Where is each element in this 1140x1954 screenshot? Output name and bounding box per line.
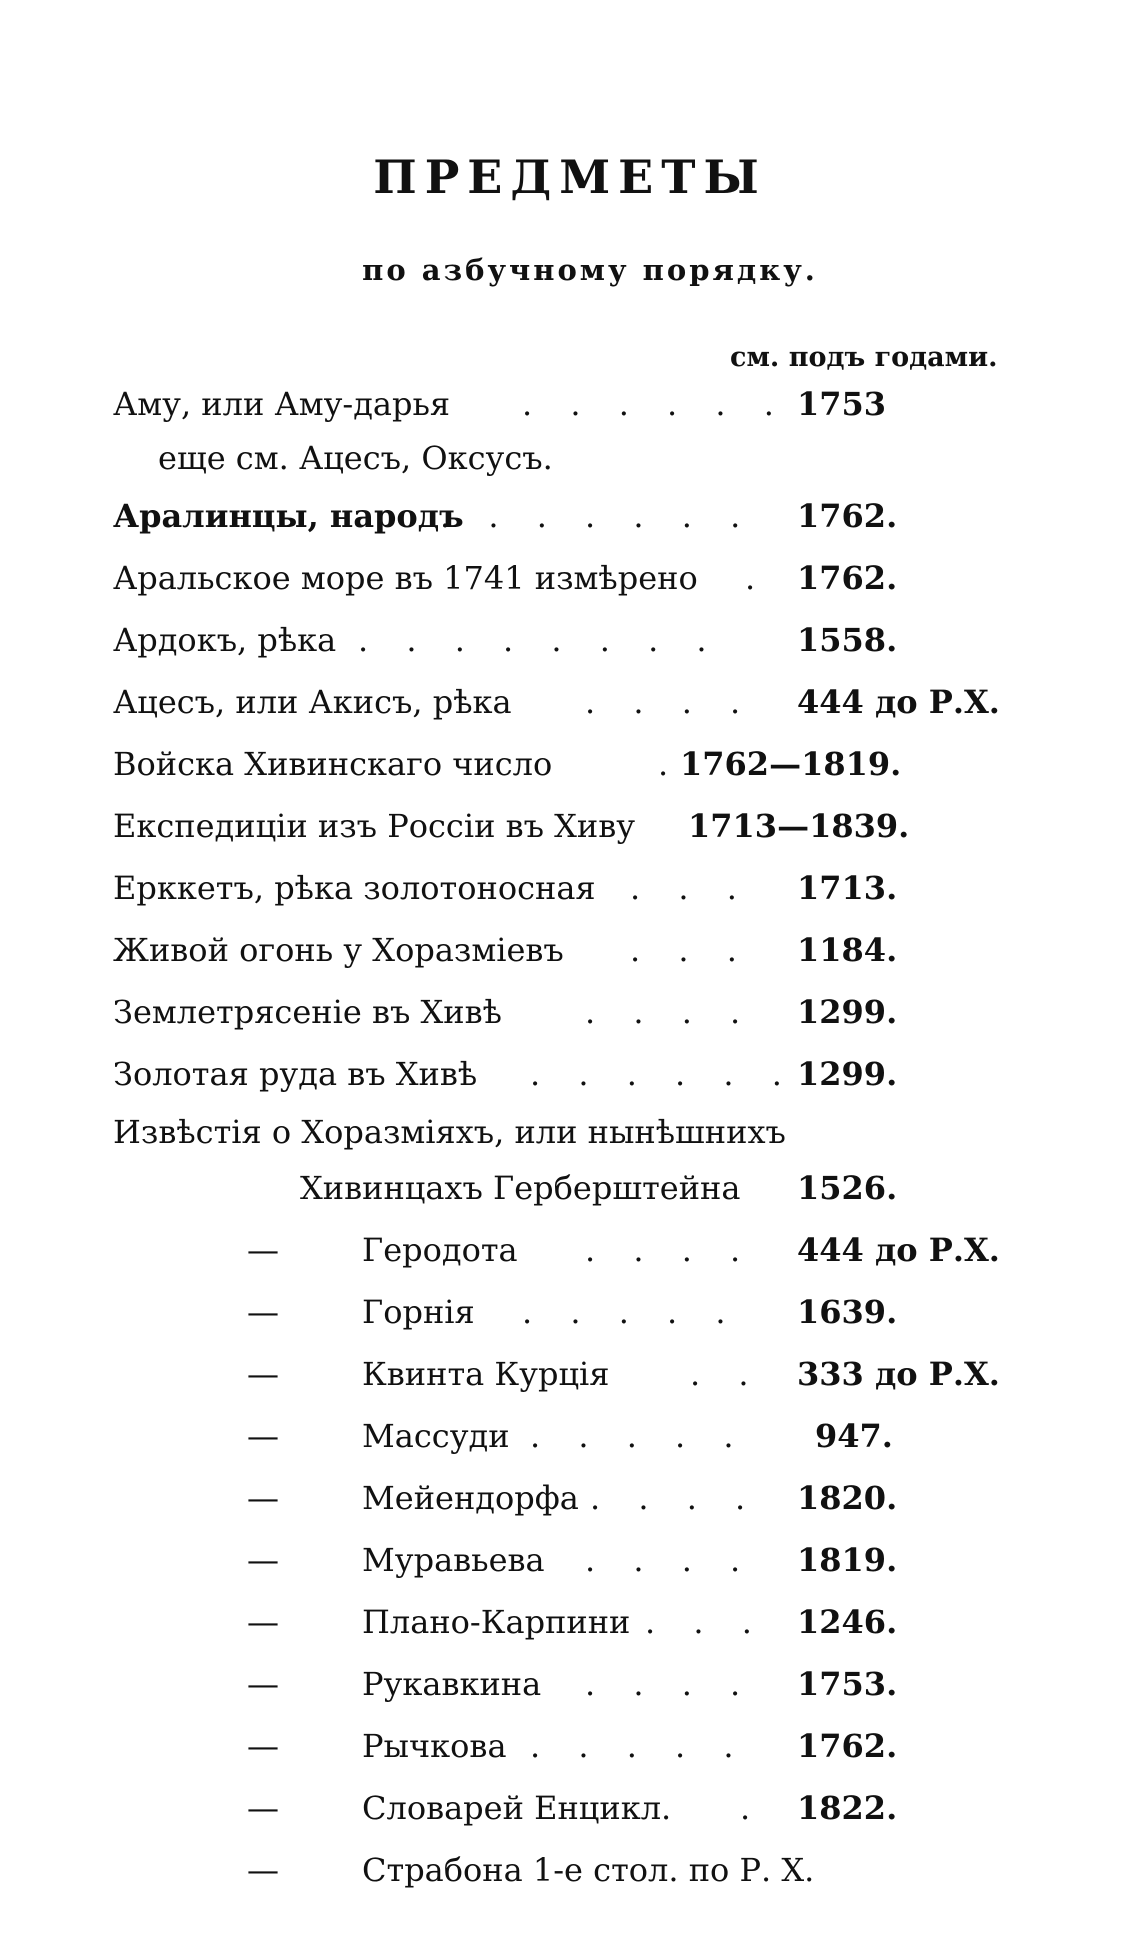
index-sub-entry <box>0 1598 1140 1646</box>
entry-leader: . <box>745 559 770 597</box>
sub-entry-leader: . . . . <box>590 1479 760 1517</box>
dash-mark: — <box>247 1231 279 1269</box>
entry-label: Експедиціи изъ Россіи въ Хиву <box>113 807 636 845</box>
index-entry <box>0 554 1140 602</box>
column-header: см. подъ годами. <box>730 342 998 373</box>
entry-year: 444 до Р.Х. <box>797 683 1000 721</box>
dash-mark: — <box>247 1541 279 1579</box>
entry-year: 1558. <box>797 621 898 659</box>
sub-entry-name: Массуди <box>362 1417 510 1455</box>
sub-entry-leader: . . . . . <box>530 1727 748 1765</box>
entry-label: Аралинцы, народъ <box>113 497 464 535</box>
entry-leader: . <box>658 745 683 783</box>
dash-mark: — <box>247 1355 279 1393</box>
sub-entry-name: Страбона 1-е стол. по Р. Х. <box>362 1851 815 1889</box>
entry-year: 1713—1839. <box>688 807 910 845</box>
entry-leader: . . . . . . <box>522 385 788 423</box>
index-sub-entry <box>0 1412 1140 1460</box>
sub-entry-year: 333 до Р.Х. <box>797 1355 1000 1393</box>
index-sub-entry <box>0 1226 1140 1274</box>
sub-entry-name: Муравьева <box>362 1541 545 1579</box>
index-sub-entry <box>0 1288 1140 1336</box>
sub-entry-year: 1819. <box>797 1541 898 1579</box>
index-sub-entry <box>0 1846 1140 1894</box>
entry-leader: . . . <box>630 931 751 969</box>
dash-mark: — <box>247 1479 279 1517</box>
entry-leader: . . . . <box>585 993 755 1031</box>
entry-label: еще см. Ацесъ, Оксусъ. <box>158 439 553 477</box>
index-entry <box>0 434 1140 482</box>
entry-leader: . . . . . . . <box>440 497 755 535</box>
entry-label: Войска Хивинскаго число <box>113 745 553 783</box>
index-entry <box>0 678 1140 726</box>
index-sub-entry <box>0 1660 1140 1708</box>
index-entry <box>0 492 1140 540</box>
entry-label: Землетрясеніе въ Хивѣ <box>113 993 502 1031</box>
index-entry <box>0 802 1140 850</box>
sub-entry-leader: . . . . <box>585 1541 755 1579</box>
index-sub-entry <box>0 1474 1140 1522</box>
sub-entry-year: 1639. <box>797 1293 898 1331</box>
dash-mark: — <box>247 1293 279 1331</box>
dash-mark: — <box>247 1789 279 1827</box>
index-entry <box>0 864 1140 912</box>
entry-year: 1762—1819. <box>680 745 902 783</box>
sub-entry-name: Словарей Енцикл. <box>362 1789 672 1827</box>
entry-label: Живой огонь у Хоразміевъ <box>113 931 564 969</box>
sub-entry-leader: . . <box>690 1355 763 1393</box>
dash-mark: — <box>247 1603 279 1641</box>
dash-mark: — <box>247 1851 279 1889</box>
sub-entry-year: 1246. <box>797 1603 898 1641</box>
entry-leader: . . . . <box>585 683 755 721</box>
sub-entry-name: Горнія <box>362 1293 475 1331</box>
sub-entry-leader: . . . . . <box>522 1293 740 1331</box>
index-entry <box>0 1164 1140 1212</box>
dash-mark: — <box>247 1727 279 1765</box>
index-sub-entry <box>0 1722 1140 1770</box>
index-entry <box>0 1050 1140 1098</box>
entry-label: Извѣстія о Хоразміяхъ, или нынѣшнихъ <box>113 1113 786 1151</box>
index-entry <box>0 988 1140 1036</box>
sub-entry-leader: . . . <box>645 1603 766 1641</box>
entry-year: 1299. <box>797 993 898 1031</box>
sub-entry-name: Плано-Карпини <box>362 1603 631 1641</box>
entry-year: 1762. <box>797 559 898 597</box>
sub-entry-year: 1762. <box>797 1727 898 1765</box>
index-entry <box>0 380 1140 428</box>
sub-entry-year: 1820. <box>797 1479 898 1517</box>
entry-label: Хивинцахъ Герберштейна <box>300 1169 741 1207</box>
entry-label: Аральское море въ 1741 измѣрено <box>113 559 698 597</box>
entry-year: 1753 <box>797 385 887 423</box>
entry-leader: . . . . . . . . <box>358 621 721 659</box>
sub-entry-year: 1822. <box>797 1789 898 1827</box>
entry-year: 1299. <box>797 1055 898 1093</box>
sub-entry-name: Рукавкина <box>362 1665 542 1703</box>
entry-leader: . . . . . . <box>530 1055 796 1093</box>
entry-label: Ацесъ, или Акисъ, рѣка <box>113 683 512 721</box>
sub-entry-year: 947. <box>815 1417 893 1455</box>
entry-year: 1762. <box>797 497 898 535</box>
index-entry <box>0 616 1140 664</box>
dash-mark: — <box>247 1417 279 1455</box>
index-entry <box>0 1108 1140 1156</box>
page-subtitle: по азбучному порядку. <box>362 253 818 287</box>
entry-year: 1526. <box>797 1169 898 1207</box>
entry-label: Ардокъ, рѣка <box>113 621 337 659</box>
entry-leader: . . . <box>630 869 751 907</box>
index-sub-entry <box>0 1350 1140 1398</box>
sub-entry-name: Квинта Курція <box>362 1355 610 1393</box>
entry-label: Ерккетъ, рѣка золотоносная <box>113 869 596 907</box>
entry-label: Аму, или Аму-дарья <box>113 385 451 423</box>
index-entry <box>0 926 1140 974</box>
sub-entry-name: Рычкова <box>362 1727 507 1765</box>
index-entry <box>0 740 1140 788</box>
entry-year: 1713. <box>797 869 898 907</box>
page-title: ПРЕДМЕТЫ <box>373 150 767 204</box>
index-sub-entry <box>0 1784 1140 1832</box>
sub-entry-leader: . . . . <box>585 1231 755 1269</box>
entry-label: Золотая руда въ Хивѣ <box>113 1055 478 1093</box>
dash-mark: — <box>247 1665 279 1703</box>
sub-entry-year: 1753. <box>797 1665 898 1703</box>
sub-entry-leader: . . . . . <box>530 1417 748 1455</box>
sub-entry-leader: . <box>740 1789 765 1827</box>
entry-year: 1184. <box>797 931 898 969</box>
sub-entry-year: 444 до Р.Х. <box>797 1231 1000 1269</box>
index-sub-entry <box>0 1536 1140 1584</box>
sub-entry-name: Геродота <box>362 1231 518 1269</box>
sub-entry-name: Мейендорфа <box>362 1479 579 1517</box>
sub-entry-leader: . . . . <box>585 1665 755 1703</box>
